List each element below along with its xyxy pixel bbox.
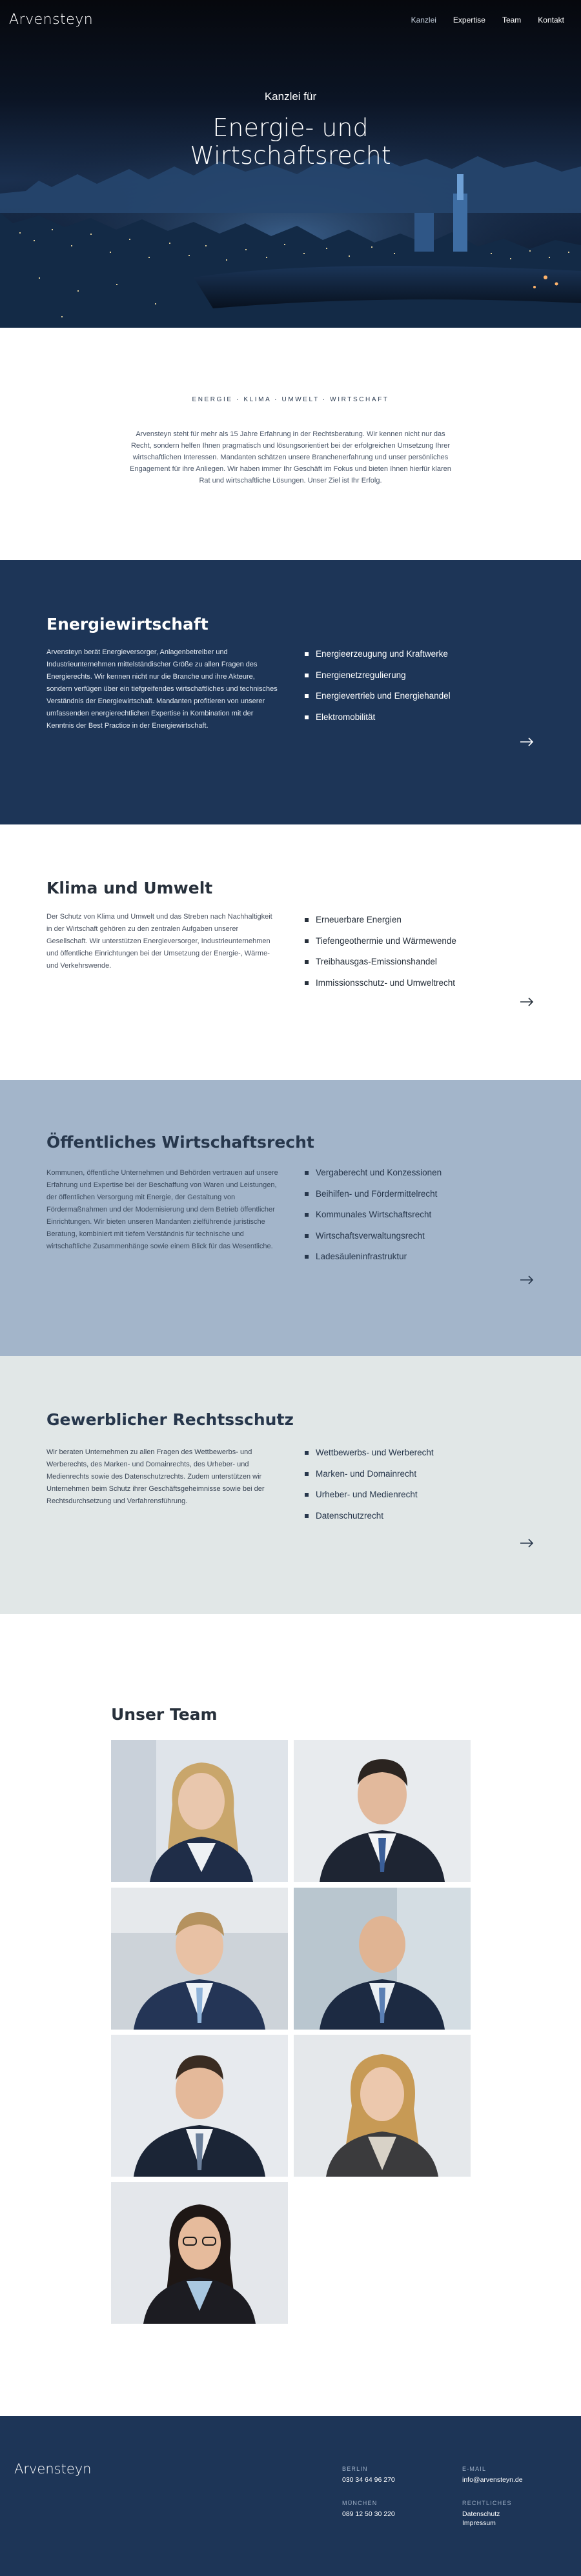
topic-item: Kommunales Wirtschaftsrecht [305, 1210, 442, 1231]
section-title: Öffentliches Wirtschaftsrecht [46, 1133, 314, 1152]
portrait-image [294, 1888, 471, 2030]
topic-item: Elektromobilität [305, 712, 451, 734]
section-title: Gewerblicher Rechtsschutz [46, 1410, 294, 1429]
team-member-photo[interactable] [111, 2035, 288, 2177]
team-member-photo[interactable] [294, 1888, 471, 2030]
footer-link-impressum[interactable]: Impressum [462, 2519, 496, 2527]
section-topic-list [305, 1168, 442, 1273]
portrait-image [111, 1888, 288, 2030]
section-topic-list [305, 649, 451, 733]
portrait-image [111, 2182, 288, 2324]
topic-item: Beihilfen- und Fördermittelrecht [305, 1189, 442, 1210]
nav-link-kontakt[interactable]: Kontakt [538, 15, 564, 25]
footer-email-link[interactable]: info@arvensteyn.de [462, 2476, 523, 2484]
footer-berlin-phone[interactable]: 030 34 64 96 270 [342, 2476, 395, 2484]
intro-tagline: ENERGIE · KLIMA · UMWELT · WIRTSCHAFT [192, 396, 389, 403]
team-member-photo[interactable] [111, 1888, 288, 2030]
section-topic-list [305, 1448, 434, 1532]
hero-title-line-1: Energie- und [212, 114, 369, 142]
topic-item: Energieerzeugung und Kraftwerke [305, 649, 451, 670]
arrow-right-icon[interactable] [519, 1275, 535, 1285]
section-klima-umwelt [0, 824, 581, 1080]
section-body: Kommunen, öffentliche Unternehmen und Behörden vertrauen auf unsere Erfahrung und Expertise bei der Beschaffung von Waren und Leistungen, der öffentlichen Versorgung mit Energie, der Gestaltung von Fördermaßnahmen und der Modernisierung und dem Betrieb öffentlicher Einrichtungen. Wir bieten unseren Mandanten zielführende juristische Beratung, kombiniert mit tiefem Verständnis für technische und wirtschaftliche Zusammenhänge sowie einem Blick für das Wesentliche. [46, 1169, 278, 1250]
topic-item: Tiefengeothermie und Wärmewende [305, 936, 456, 957]
portrait-image [294, 1740, 471, 1882]
topic-item: Wettbewerbs- und Werberecht [305, 1448, 434, 1469]
hero-banner [0, 0, 581, 328]
footer-berlin-label: BERLIN [342, 2466, 368, 2472]
section-energiewirtschaft [0, 560, 581, 824]
arrow-right-icon[interactable] [519, 1538, 535, 1548]
hero-kicker: Kanzlei für [264, 90, 317, 103]
section-body: Arvensteyn berät Energieversorger, Anlagenbetreiber und Industrieunternehmen mittelständischer Größe zu allen Fragen des Energierechts. Wir kennen nicht nur die Branche und ihre Akteure, sondern verfügen über ein tiefgreifendes wirtschaftliches und technisches Verständnis der Energiewirtschaft. Mandanten profitieren von unserer umfassenden energierechtlichen Expertise in Kombination mit der Kenntnis der Best Practice in der Energiewirtschaft. [46, 648, 278, 730]
topic-item: Ladesäuleninfrastruktur [305, 1252, 442, 1273]
portrait-image [111, 2035, 288, 2177]
nav-link-expertise[interactable]: Expertise [453, 15, 485, 25]
nav-link-team[interactable]: Team [502, 15, 522, 25]
footer-muenchen-phone[interactable]: 089 12 50 30 220 [342, 2510, 395, 2518]
topic-item: Energievertrieb und Energiehandel [305, 691, 451, 712]
team-member-photo[interactable] [294, 1740, 471, 1882]
section-body: Der Schutz von Klima und Umwelt und das Streben nach Nachhaltigkeit in der Wirtschaft gehören zu den zentralen Aufgaben unserer Gesellschaft. Wir unterstützen Energieversorger, Industrieunternehmen und öffentliche Einrichtungen bei der Umsetzung der Energie-, Wärme- und Verkehrswende. [46, 913, 272, 970]
topic-item: Energienetzregulierung [305, 670, 451, 692]
arrow-right-icon[interactable] [519, 997, 535, 1007]
topic-item: Datenschutzrecht [305, 1511, 434, 1532]
portrait-image [294, 2035, 471, 2177]
brand-logo[interactable]: Arvensteyn [9, 12, 94, 28]
section-body: Wir beraten Unternehmen zu allen Fragen des Wettbewerbs- und Werberechts, des Marken- und Domainrechts, des Urheber- und Medienrechts sowie des Datenschutzrechts. Zudem unterstützen wir Unternehmen beim Schutz ihrer Geschäftsgeheimnisse sowie bei der Rechtsdurchsetzung und Verfahrensführung. [46, 1448, 265, 1505]
top-navigation [0, 0, 581, 39]
footer-email-label: E-MAIL [462, 2466, 487, 2472]
team-title: Unser Team [111, 1705, 218, 1724]
section-oeffentliches-wirtschaftsrecht [0, 1080, 581, 1356]
topic-item: Erneuerbare Energien [305, 915, 456, 936]
site-footer [0, 2416, 581, 2576]
topic-item: Vergaberecht und Konzessionen [305, 1168, 442, 1189]
hero-title-line-2: Wirtschaftsrecht [190, 141, 391, 170]
footer-legal-label: RECHTLICHES [462, 2500, 512, 2506]
team-member-photo[interactable] [294, 2035, 471, 2177]
section-title: Klima und Umwelt [46, 879, 213, 897]
arrow-right-icon[interactable] [519, 737, 535, 747]
team-member-photo[interactable] [111, 2182, 288, 2324]
nav-links [411, 15, 564, 25]
footer-logo[interactable]: Arvensteyn [14, 2461, 92, 2477]
topic-item: Treibhausgas-Emissionshandel [305, 957, 456, 978]
footer-muenchen-label: MÜNCHEN [342, 2500, 378, 2506]
topic-item: Immissionsschutz- und Umweltrecht [305, 978, 456, 999]
topic-item: Urheber- und Medienrecht [305, 1490, 434, 1511]
intro-text: Arvensteyn steht für mehr als 15 Jahre Erfahrung in der Rechtsberatung. Wir kennen nicht nur das Recht, sondern helfen Ihnen pragmatisch und lösungsorientiert bei der erfolgreichen Umsetzung Ihrer wirtschaftlichen Interessen. Mandanten schätzen unsere Branchenerfahrung und unser persönliches Engagement für ihre Anliegen. Wir haben immer Ihr Geschäft im Fokus und bieten Ihnen hierfür klaren Rat und wirtschaftliche Lösungen. Unser Ziel ist Ihr Erfolg. [130, 430, 451, 484]
footer-link-datenschutz[interactable]: Datenschutz [462, 2510, 500, 2518]
topic-item: Wirtschaftsverwaltungsrecht [305, 1231, 442, 1252]
team-member-photo[interactable] [111, 1740, 288, 1882]
section-title: Energiewirtschaft [46, 615, 209, 634]
section-topic-list [305, 915, 456, 999]
nav-link-kanzlei[interactable]: Kanzlei [411, 15, 436, 25]
portrait-image [111, 1740, 288, 1882]
topic-item: Marken- und Domainrecht [305, 1469, 434, 1490]
hero-title [0, 114, 581, 170]
section-gewerblicher-rechtsschutz [0, 1356, 581, 1614]
